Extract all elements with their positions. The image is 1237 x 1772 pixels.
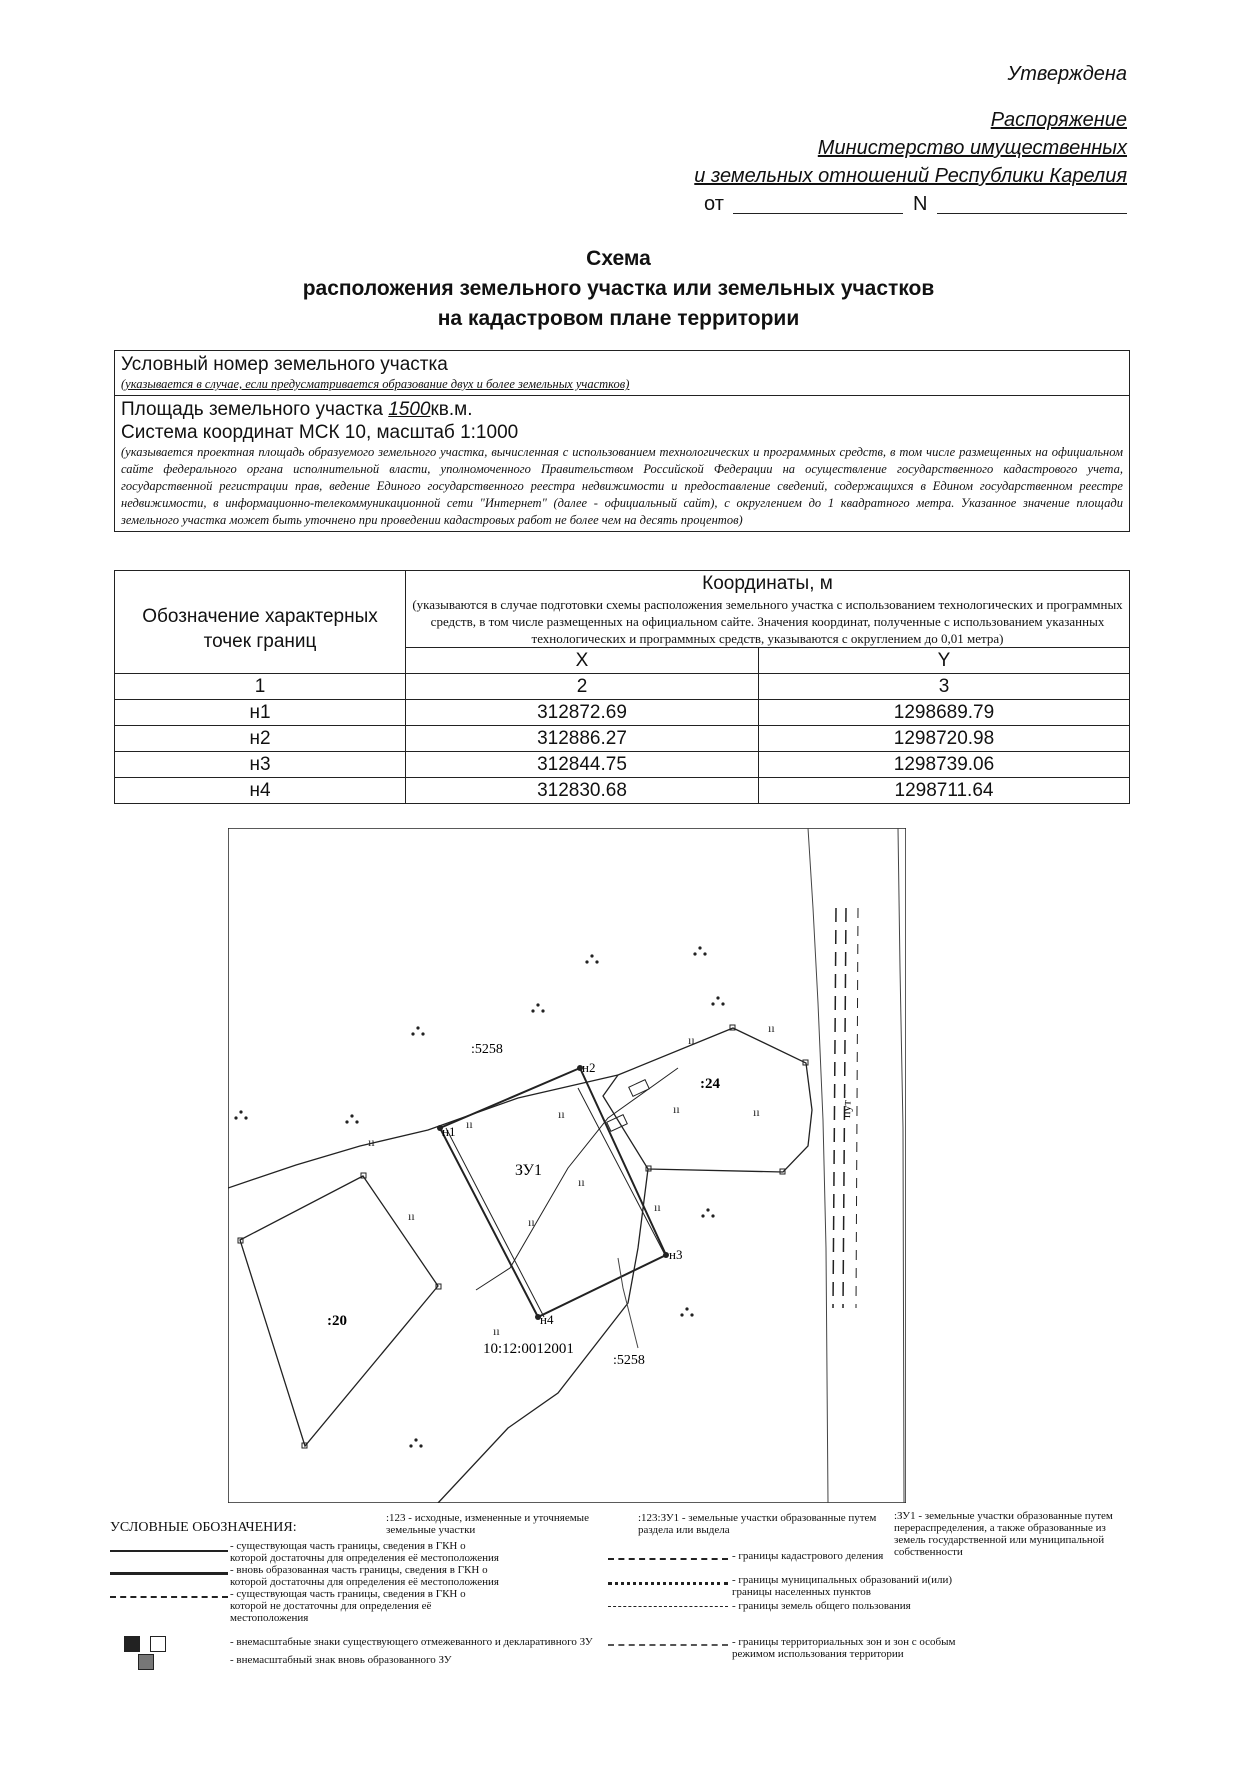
point-x: 312844.75 [406, 752, 759, 778]
area-cell [115, 396, 1130, 532]
coordinate-system-line: Система координат МСК 10, масштаб 1:1000 [121, 422, 519, 443]
area-value: 1500 [388, 399, 431, 420]
legend-line-cadastral [608, 1558, 728, 1560]
label-parcel-20: :20 [327, 1313, 347, 1329]
building [629, 1080, 650, 1097]
legend-common-use: - границы земель общего пользования [732, 1600, 911, 1612]
road-dashed-line-1 [833, 908, 836, 1308]
point-name: н4 [115, 778, 406, 804]
legend-line-existing [110, 1550, 228, 1552]
legend-divided-parcels: :123:ЗУ1 - земельные участки образованные путем раздела или выдела [638, 1512, 877, 1536]
coords-note: (указываются в случае подготовки схемы расположения земельного участка с использованием технологических и программных средств, в том числе размещенных на официальном сайте. Значения координат, полученные с использованием указанных технологических и программных средств, указываются с округлением до 0,01 метра) [412, 597, 1123, 646]
legend-new-marker: - внемасштабный знак вновь образованного ЗУ [230, 1654, 452, 1666]
label-road: пут [839, 1099, 854, 1119]
vegetation-marks [234, 946, 724, 1447]
svg-text:ıı: ıı [528, 1215, 535, 1229]
title-line-3: на кадастровом плане территории [437, 307, 800, 330]
legend-municipal-boundaries: - границы муниципальных образований и(или) границы населенных пунктов [732, 1574, 953, 1598]
area-label: Площадь земельного участка [121, 399, 383, 420]
parcel-24 [603, 1028, 812, 1172]
legend-zone-boundaries: - границы территориальных зон и зон с особым режимом использования территории [732, 1636, 956, 1660]
label-n3: н3 [669, 1247, 683, 1262]
legend-existing-boundary: - существующая часть границы, сведения в ГКН о которой достаточны для определения её местоположения [230, 1540, 499, 1564]
legend-insufficient-boundary: - существующая часть границы, сведения в ГКН о которой не достаточны для определения её местоположения [230, 1588, 466, 1624]
coords-header-cell [406, 571, 1130, 648]
legend [108, 1510, 1128, 1670]
title-line-2: расположения земельного участка или земельных участков [302, 277, 935, 300]
svg-text:ıı: ıı [768, 1021, 775, 1035]
column-number-2: 2 [406, 674, 759, 700]
label-n1: н1 [442, 1124, 456, 1139]
legend-existing-markers: - внемасштабные знаки существующего отмежеванного и декларативного ЗУ [230, 1636, 593, 1648]
legend-cadastral-division: - границы кадастрового деления [732, 1550, 884, 1562]
legend-line-new [110, 1572, 228, 1575]
legend-line-municipal [608, 1582, 728, 1585]
y-header: Y [759, 648, 1130, 674]
point-y: 1298739.06 [759, 752, 1130, 778]
legend-redistributed-parcels: :ЗУ1 - земельные участки образованные путем перераспределения, а также образованные из земель государственной или муниципальной собственности [894, 1510, 1113, 1558]
legend-marker-empty [150, 1636, 166, 1652]
legend-title: УСЛОВНЫЕ ОБОЗНАЧЕНИЯ: [110, 1520, 297, 1535]
coords-header: Координаты, м [702, 573, 833, 594]
from-label: от [704, 193, 724, 215]
points-header: Обозначение характерных точек границ [115, 571, 406, 674]
point-x: 312886.27 [406, 726, 759, 752]
legend-new-boundary: - вновь образованная часть границы, сведения в ГКН о которой достаточны для определения её местоположения [230, 1564, 499, 1588]
ministry-line-2: и земельных отношений Республики Карелия [694, 165, 1127, 187]
conditional-number-note: (указывается в случае, если предусматривается образование двух и более земельных участков) [121, 377, 630, 391]
number-label: N [912, 193, 928, 215]
svg-text:ıı: ıı [558, 1107, 565, 1121]
label-5258-top: :5258 [471, 1042, 503, 1057]
document-title [0, 244, 1237, 334]
order-label: Распоряжение [990, 109, 1127, 131]
title-line-1: Схема [586, 247, 651, 270]
point-y: 1298689.79 [759, 700, 1130, 726]
area-line [121, 398, 1123, 421]
map-frame [228, 828, 906, 1503]
label-quarter: 10:12:0012001 [483, 1341, 574, 1357]
point-x: 312872.69 [406, 700, 759, 726]
label-parcel-24: :24 [700, 1076, 720, 1092]
approved-label: Утверждена [1007, 63, 1127, 85]
column-number-3: 3 [759, 674, 1130, 700]
road-dashed-line-3 [856, 908, 858, 1308]
svg-text:ıı: ıı [688, 1033, 695, 1047]
cadastral-map [228, 828, 906, 1503]
legend-source-parcels: :123 - исходные, измененные и уточняемые земельные участки [386, 1512, 589, 1536]
area-note: (указывается проектная площадь образуемого земельного участка, вычисленная с использованием технологических и программных средств, в том числе размещенных на официальном сайте федерального органа исполнительной власти, уполномоченного Правительством Российской Федерации на осуществление государственного кадастрового учета, государственной регистрации прав, ведение Единого государственного реестра недвижимости и предоставление сведений, содержащихся в Едином государственном реестре недвижимости, в информационно-телекоммуникационной сети "Интернет" (далее - официальный сайт), с округлением до 1 квадратного метра. Указанное значение площади земельного участка может быть уточнено при проведении кадастровых работ не более чем на десять процентов) [121, 445, 1123, 527]
conditional-number-label: Условный номер земельного участка [121, 354, 448, 375]
road-edge-right [898, 828, 904, 1503]
point-name: н3 [115, 752, 406, 778]
table-row [115, 726, 1130, 752]
point-x: 312830.68 [406, 778, 759, 804]
table-row [115, 778, 1130, 804]
column-number-1: 1 [115, 674, 406, 700]
parcel-5258-top-boundary [228, 1075, 618, 1188]
svg-text:ıı: ıı [368, 1135, 375, 1149]
label-n2: н2 [582, 1060, 596, 1075]
svg-text:ıı: ıı [578, 1175, 585, 1189]
point-name: н2 [115, 726, 406, 752]
legend-line-insufficient [110, 1596, 228, 1598]
point-y: 1298711.64 [759, 778, 1130, 804]
area-unit: кв.м. [430, 399, 473, 420]
ministry-line-1: Министерство имущественных [817, 137, 1127, 159]
table-row [115, 700, 1130, 726]
svg-text:ıı: ıı [673, 1102, 680, 1116]
svg-text:ıı: ıı [753, 1105, 760, 1119]
info-table [114, 350, 1130, 532]
label-n4: н4 [540, 1312, 554, 1327]
point-name: н1 [115, 700, 406, 726]
table-row [115, 752, 1130, 778]
svg-text:ıı: ıı [466, 1117, 473, 1131]
point-y: 1298720.98 [759, 726, 1130, 752]
legend-marker-filled [124, 1636, 140, 1652]
road-edge-left [808, 828, 828, 1503]
legend-line-zones [608, 1644, 728, 1646]
conditional-number-cell [115, 351, 1130, 396]
svg-text:ıı: ıı [408, 1209, 415, 1223]
coordinates-table [114, 570, 1130, 804]
svg-text:ıı: ıı [654, 1200, 661, 1214]
label-zu1: ЗУ1 [515, 1162, 542, 1179]
grass-marks [368, 1021, 775, 1338]
svg-text:ıı: ıı [493, 1324, 500, 1338]
approval-block [694, 60, 1127, 218]
label-5258-bottom: :5258 [613, 1353, 645, 1368]
x-header: X [406, 648, 759, 674]
legend-line-common-use [608, 1606, 728, 1607]
date-number-line [694, 190, 1127, 218]
legend-marker-new [138, 1654, 154, 1670]
parcel-5258-bottom-boundary [438, 1169, 648, 1503]
